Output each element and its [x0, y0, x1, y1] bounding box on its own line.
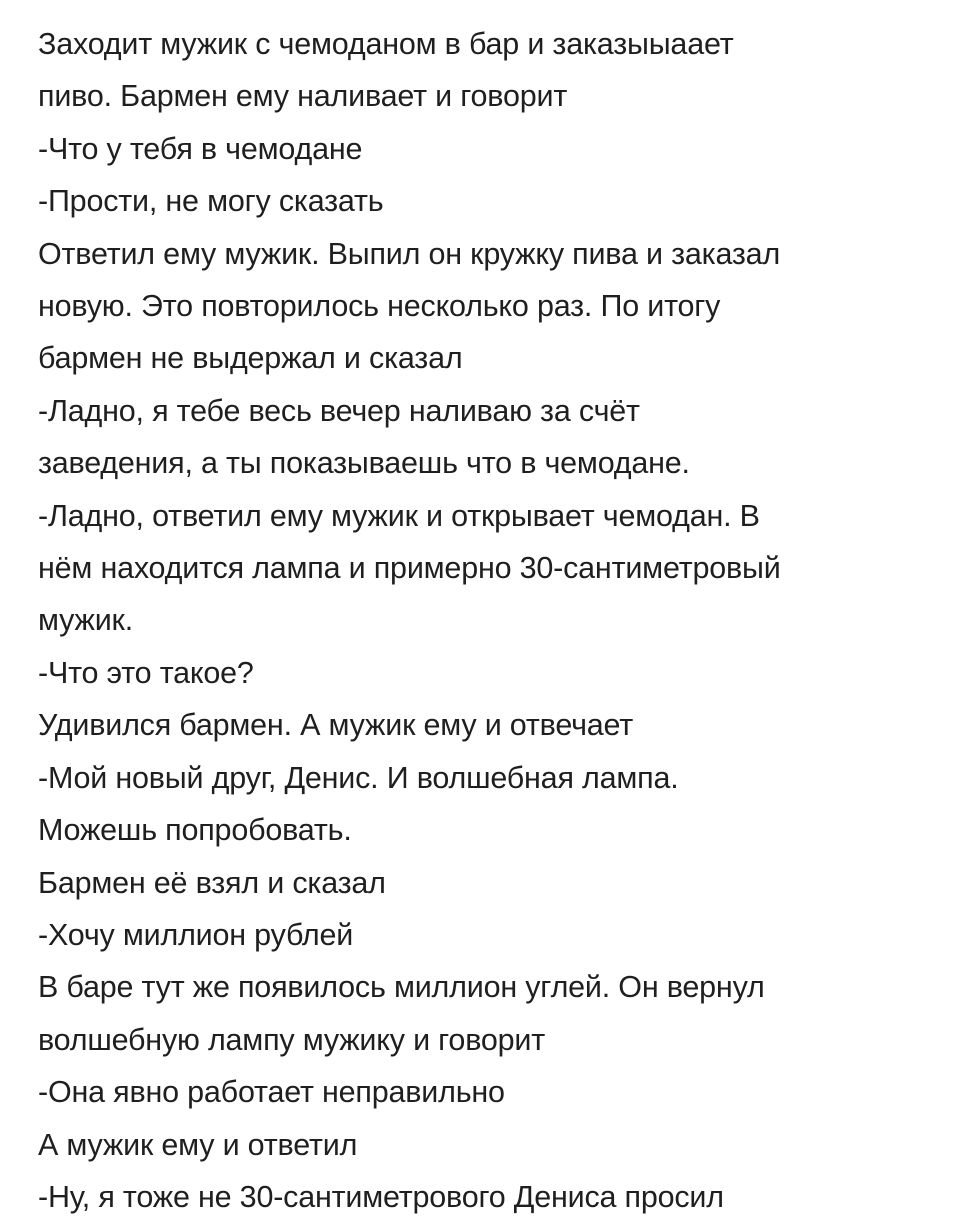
text-line: пиво. Бармен ему наливает и говорит [38, 79, 568, 114]
text-line: нём находится лампа и примерно 30-сантиметровый [38, 551, 781, 586]
text-line: Заходит мужик с чемоданом в бар и заказыыаает [38, 27, 734, 61]
text-line: мужик. [38, 603, 133, 638]
text-line: новую. Это повторилось несколько раз. По итогу [38, 289, 721, 324]
text-line: А мужик ему и ответил [38, 1127, 358, 1162]
text-line: -Прости, не могу сказать [38, 184, 384, 219]
text-line: -Она явно работает неправильно [38, 1075, 505, 1110]
text-line: волшебную лампу мужику и говорит [38, 1022, 545, 1057]
text-line: заведения, а ты показываешь что в чемодане. [38, 446, 690, 481]
text-line: Можешь попробовать. [38, 813, 352, 848]
text-line: бармен не выдержал и сказал [38, 341, 463, 376]
text-line: -Ну, я тоже не 30-сантиметрового Дениса просил [38, 1179, 724, 1214]
text-line: Удивился бармен. А мужик ему и отвечает [38, 708, 634, 743]
text-line: -Ладно, ответил ему мужик и открывает чемодан. В [38, 498, 760, 533]
text-line: -Хочу миллион рублей [38, 917, 354, 952]
text-line: Ответил ему мужик. Выпил он кружку пива и заказал [38, 236, 781, 271]
text-line: -Что это такое? [38, 655, 254, 690]
text-line: -Мой новый друг, Денис. И волшебная лампа. [38, 760, 679, 795]
text-line: -Что у тебя в чемодане [38, 131, 363, 166]
text-line: В баре тут же появилось миллион углей. Он вернул [38, 970, 765, 1005]
text-line: Бармен её взял и сказал [38, 865, 386, 900]
text-line: -Ладно, я тебе весь вечер наливаю за счёт [38, 393, 640, 428]
